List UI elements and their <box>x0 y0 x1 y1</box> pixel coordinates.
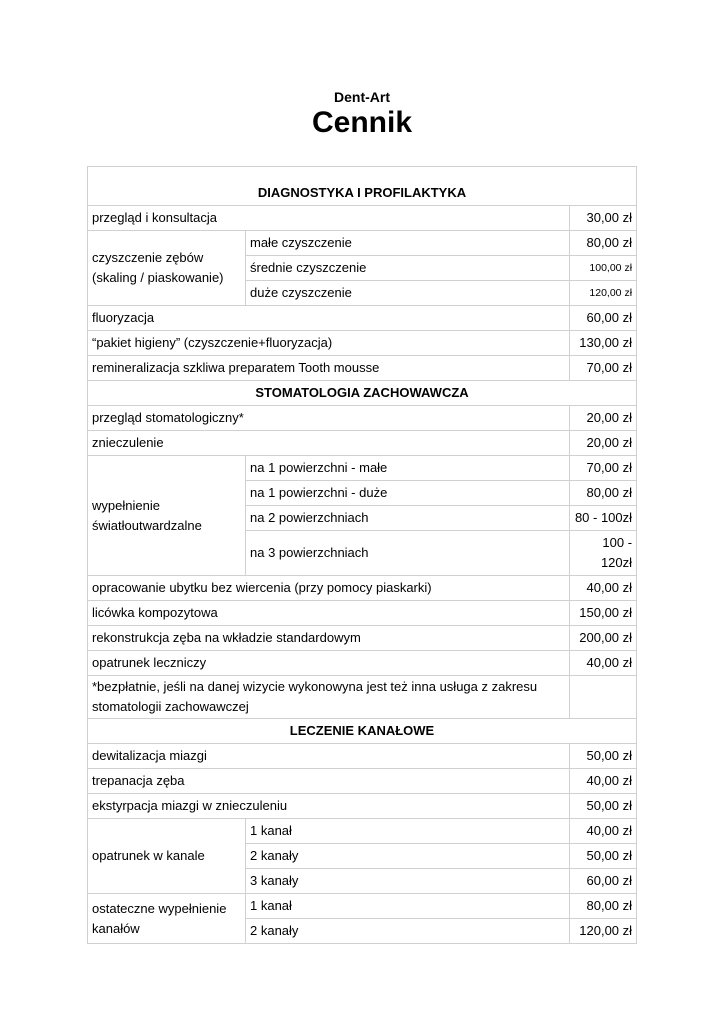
service-price: 100,00 zł <box>570 256 637 281</box>
service-group-name: ostateczne wypełnienie kanałów <box>88 894 246 944</box>
service-variant-name: 1 kanał <box>246 894 570 919</box>
service-variant-name: duże czyszczenie <box>246 281 570 306</box>
table-row <box>88 306 637 331</box>
service-price: 60,00 zł <box>570 306 637 331</box>
table-row <box>88 601 637 626</box>
footnote: *bezpłatnie, jeśli na danej wizycie wykonowyna jest też inna usługa z zakresu stomatologii zachowawczej <box>88 676 570 719</box>
service-variant-name: średnie czyszczenie <box>246 256 570 281</box>
service-variant-name: na 1 powierzchni - duże <box>246 481 570 506</box>
table-row <box>88 456 637 481</box>
service-group-name: wypełnienie światłoutwardzalne <box>88 456 246 576</box>
service-price: 40,00 zł <box>570 819 637 844</box>
service-name: trepanacja zęba <box>88 769 570 794</box>
section-title-zachowawcza: STOMATOLOGIA ZACHOWAWCZA <box>88 381 637 406</box>
service-price: 80,00 zł <box>570 894 637 919</box>
service-variant-name: małe czyszczenie <box>246 231 570 256</box>
service-price: 40,00 zł <box>570 576 637 601</box>
service-price: 20,00 zł <box>570 431 637 456</box>
table-row <box>88 231 637 256</box>
table-row <box>88 406 637 431</box>
section-title-diagnostyka: DIAGNOSTYKA I PROFILAKTYKA <box>88 167 637 206</box>
section-header-row <box>88 167 637 206</box>
service-variant-name: 2 kanały <box>246 844 570 869</box>
service-name: dewitalizacja miazgi <box>88 744 570 769</box>
company-name: Dent-Art <box>334 89 390 105</box>
service-price: 70,00 zł <box>570 456 637 481</box>
service-name: licówka kompozytowa <box>88 601 570 626</box>
service-name: remineralizacja szkliwa preparatem Tooth mousse <box>88 356 570 381</box>
service-group-name: czyszczenie zębów (skaling / piaskowanie) <box>88 231 246 306</box>
table-row <box>88 769 637 794</box>
table-row <box>88 819 637 844</box>
service-name: znieczulenie <box>88 431 570 456</box>
service-price: 150,00 zł <box>570 601 637 626</box>
service-name: rekonstrukcja zęba na wkładzie standardowym <box>88 626 570 651</box>
service-price: 30,00 zł <box>570 206 637 231</box>
service-group-name: opatrunek w kanale <box>88 819 246 894</box>
service-variant-name: 3 kanały <box>246 869 570 894</box>
table-row <box>88 676 637 719</box>
service-price: 50,00 zł <box>570 744 637 769</box>
table-row <box>88 206 637 231</box>
service-price: 40,00 zł <box>570 651 637 676</box>
service-price: 80,00 zł <box>570 481 637 506</box>
service-price: 80,00 zł <box>570 231 637 256</box>
service-variant-name: na 1 powierzchni - małe <box>246 456 570 481</box>
section-header-row <box>88 719 637 744</box>
service-price: 20,00 zł <box>570 406 637 431</box>
service-name: opracowanie ubytku bez wiercenia (przy pomocy piaskarki) <box>88 576 570 601</box>
service-price: 70,00 zł <box>570 356 637 381</box>
service-price: 120,00 zł <box>570 281 637 306</box>
service-name: fluoryzacja <box>88 306 570 331</box>
table-row <box>88 894 637 919</box>
service-price: 40,00 zł <box>570 769 637 794</box>
empty-cell <box>570 676 637 719</box>
service-variant-name: 1 kanał <box>246 819 570 844</box>
service-price: 50,00 zł <box>570 844 637 869</box>
table-row <box>88 331 637 356</box>
service-price: 50,00 zł <box>570 794 637 819</box>
service-name: przegląd stomatologiczny* <box>88 406 570 431</box>
price-table <box>87 166 637 944</box>
service-price: 120,00 zł <box>570 919 637 944</box>
table-row <box>88 431 637 456</box>
service-price: 100 - 120zł <box>570 531 637 576</box>
service-variant-name: 2 kanały <box>246 919 570 944</box>
table-row <box>88 651 637 676</box>
section-header-row <box>88 381 637 406</box>
table-row <box>88 744 637 769</box>
page-title: Cennik <box>311 106 413 139</box>
service-price: 80 - 100zł <box>570 506 637 531</box>
service-price: 130,00 zł <box>570 331 637 356</box>
table-row <box>88 576 637 601</box>
service-price: 200,00 zł <box>570 626 637 651</box>
table-row <box>88 794 637 819</box>
section-title-kanalowe: LECZENIE KANAŁOWE <box>88 719 637 744</box>
service-price: 60,00 zł <box>570 869 637 894</box>
service-name: ekstyrpacja miazgi w znieczuleniu <box>88 794 570 819</box>
service-variant-name: na 3 powierzchniach <box>246 531 570 576</box>
service-name: przegląd i konsultacja <box>88 206 570 231</box>
service-name: “pakiet higieny” (czyszczenie+fluoryzacja) <box>88 331 570 356</box>
table-row <box>88 626 637 651</box>
service-variant-name: na 2 powierzchniach <box>246 506 570 531</box>
table-row <box>88 356 637 381</box>
service-name: opatrunek leczniczy <box>88 651 570 676</box>
